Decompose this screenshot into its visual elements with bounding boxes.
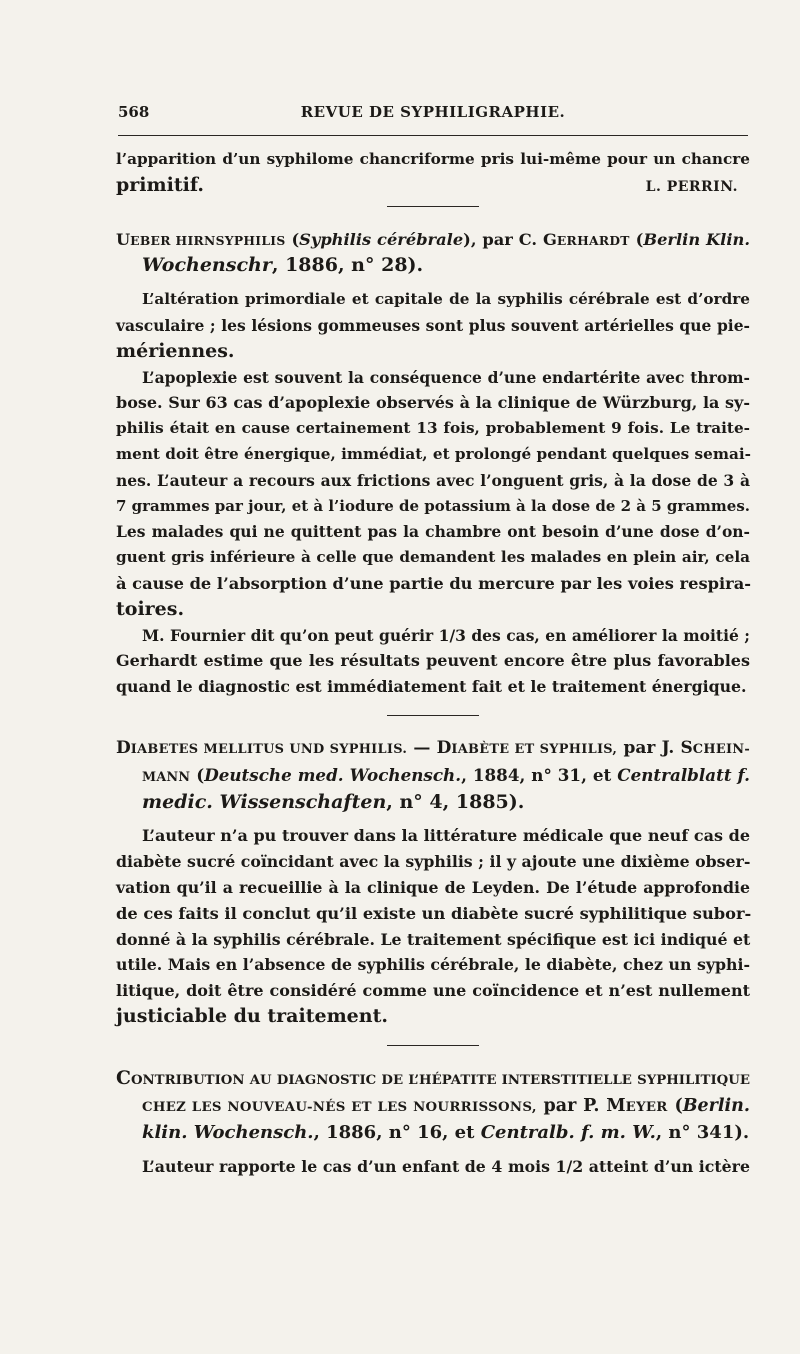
- paragraph: [116, 1154, 750, 1180]
- section-separator: [387, 715, 479, 716]
- heading-line: [116, 1094, 750, 1121]
- text-line: utile. Mais en l’absence de syphilis cérébrale, le diabète, chez un syphi-: [116, 955, 750, 975]
- article-heading: [116, 736, 750, 815]
- text-line: diabète sucré coïncidant avec la syphilis ; il y ajoute une dixième obser-: [116, 852, 751, 872]
- heading-line: [116, 227, 750, 254]
- heading-fragment: , 1886, n° 28).: [271, 254, 424, 277]
- heading-fragment: klin. Wochensch.: [142, 1122, 314, 1144]
- text-line: vasculaire ; les lésions gommeuses sont plus souvent artérielles que pie-: [116, 315, 750, 335]
- heading-fragment: IABÈTE ET SYPHILIS,: [451, 741, 618, 757]
- heading-fragment: (: [190, 764, 205, 785]
- heading-fragment: par P.: [536, 1095, 607, 1116]
- heading-fragment: EBER HIRNSYPHILIS: [130, 232, 286, 248]
- heading-fragment: CHEZ LES NOUVEAU-NÉS ET LES NOURRISSONS,: [142, 1099, 537, 1115]
- text-line: nes. L’auteur a recours aux frictions avec l’onguent gris, à la dose de 3 à: [116, 470, 750, 490]
- text-line: L’altération primordiale et capitale de la syphilis cérébrale est d’ordre: [142, 290, 750, 309]
- text-line: 7 grammes par jour, et à l’iodure de potassium à la dose de 2 à 5 grammes.: [116, 496, 750, 515]
- article-heading: [116, 1066, 750, 1146]
- review-meyer: [116, 1066, 750, 1180]
- heading-line: [116, 736, 750, 763]
- heading-fragment: M: [606, 1095, 626, 1116]
- heading-fragment: C: [116, 1066, 131, 1089]
- heading-fragment: par J.: [617, 737, 681, 758]
- heading-line: [116, 253, 750, 279]
- heading-fragment: Centralb. f. m. W.: [480, 1122, 656, 1144]
- heading-fragment: , n° 4, 1885).: [386, 790, 525, 813]
- text-line: de ces faits il conclut qu’il existe un diabète sucré syphilitique subor-: [116, 903, 752, 923]
- heading-fragment: MANN: [142, 768, 191, 784]
- text-line: M. Fournier dit qu’on peut guérir 1/3 des cas, en améliorer la moitié ;: [142, 625, 750, 645]
- review-signature: L. PERRIN.: [645, 178, 738, 195]
- running-header: [118, 103, 748, 125]
- text-line: toires.: [116, 597, 185, 620]
- text-line: donné à la syphilis cérébrale. Le traitement spécifique est ici indiqué et: [116, 929, 751, 949]
- page-body: [116, 147, 750, 1180]
- heading-fragment: Wochenschr: [142, 254, 272, 277]
- running-title: REVUE DE SYPHILIGRAPHIE.: [300, 103, 566, 121]
- text-line: justiciable du traitement.: [116, 1004, 388, 1027]
- section-separator: [387, 1045, 479, 1046]
- heading-fragment: , 1884, n° 31, et: [461, 764, 618, 785]
- heading-fragment: G: [542, 229, 557, 249]
- text-line: Les malades qui ne quittent pas la chambre ont besoin d’une dose d’on-: [116, 522, 750, 542]
- heading-fragment: , 1886, n° 16, et: [313, 1122, 481, 1144]
- text-line: l’apparition d’un syphilome chancriforme pris lui-même pour un chancre: [116, 150, 750, 168]
- text-line: mériennes.: [116, 339, 235, 362]
- heading-fragment: medic. Wissenschaften: [142, 790, 387, 813]
- paragraph: [116, 365, 750, 623]
- heading-fragment: IABETES MELLITUS UND SYPHILIS.: [130, 741, 408, 757]
- heading-line: [116, 763, 750, 790]
- heading-fragment: , n° 341).: [655, 1122, 750, 1144]
- text-line: vation qu’il a recueillie à la clinique de Leyden. De l’étude approfondie: [116, 877, 750, 897]
- text-line: quand le diagnostic est immédiatement fait et le traitement énergique.: [116, 677, 747, 697]
- text-line: ment doit être énergique, immédiat, et prolongé pendant quelques semai-: [116, 444, 751, 463]
- review-gerhardt: [116, 227, 750, 700]
- heading-fragment: —: [407, 737, 437, 758]
- page-number: 568: [118, 103, 150, 121]
- heading-fragment: (: [629, 229, 644, 249]
- review-scheinmann: [116, 736, 750, 1030]
- header-rule: [118, 135, 748, 136]
- heading-fragment: Berlin.: [682, 1095, 750, 1116]
- previous-review-ending: [116, 147, 750, 199]
- heading-fragment: CHEIN-: [692, 741, 751, 757]
- heading-fragment: ERHARDT: [556, 232, 630, 248]
- heading-fragment: Berlin Klin.: [643, 229, 750, 249]
- heading-fragment: D: [436, 737, 452, 758]
- article-heading: [116, 227, 750, 280]
- text-line: Gerhardt estime que les résultats peuvent encore être plus favorables: [116, 651, 750, 671]
- text-line: guent gris inférieure à celle que demandent les malades en plein air, cela: [116, 548, 750, 567]
- paragraph: [116, 823, 750, 1029]
- heading-fragment: Centralblatt f.: [617, 764, 750, 785]
- paragraph: [116, 287, 750, 364]
- text-line: bose. Sur 63 cas d’apoplexie observés à la clinique de Würzburg, la sy-: [116, 393, 750, 413]
- heading-fragment: S: [680, 737, 693, 758]
- heading-fragment: Deutsche med. Wochensch.: [204, 764, 462, 785]
- heading-fragment: ), par C.: [463, 229, 543, 249]
- heading-fragment: Syphilis cérébrale: [299, 229, 464, 249]
- text-line: litique, doit être considéré comme une coïncidence et n’est nullement: [116, 981, 750, 1001]
- heading-fragment: (: [285, 229, 300, 249]
- heading-fragment: (: [667, 1095, 683, 1116]
- section-separator: [387, 206, 479, 207]
- text-line: [116, 173, 750, 199]
- heading-line: [116, 1120, 750, 1146]
- text-line: à cause de l’absorption d’une partie du mercure par les voies respira-: [116, 573, 751, 593]
- text-fragment: primitif.: [116, 173, 204, 196]
- text-line: L’apoplexie est souvent la conséquence d’une endartérite avec throm-: [142, 367, 750, 387]
- heading-fragment: U: [116, 229, 131, 249]
- text-line: philis était en cause certainement 13 fois, probablement 9 fois. Le traite-: [116, 419, 750, 438]
- heading-fragment: D: [116, 737, 131, 758]
- heading-fragment: ONTRIBUTION AU DIAGNOSTIC DE L’HÉPATITE INTERSTITIELLE SYPHILITIQUE: [130, 1072, 750, 1088]
- paragraph: [116, 623, 750, 700]
- text-line: L’auteur rapporte le cas d’un enfant de 4 mois 1/2 atteint d’un ictère: [142, 1157, 750, 1177]
- text-line: L’auteur n’a pu trouver dans la littérature médicale que neuf cas de: [142, 826, 750, 846]
- heading-line: [116, 1066, 750, 1094]
- heading-line: [116, 790, 750, 816]
- heading-fragment: EYER: [625, 1099, 668, 1115]
